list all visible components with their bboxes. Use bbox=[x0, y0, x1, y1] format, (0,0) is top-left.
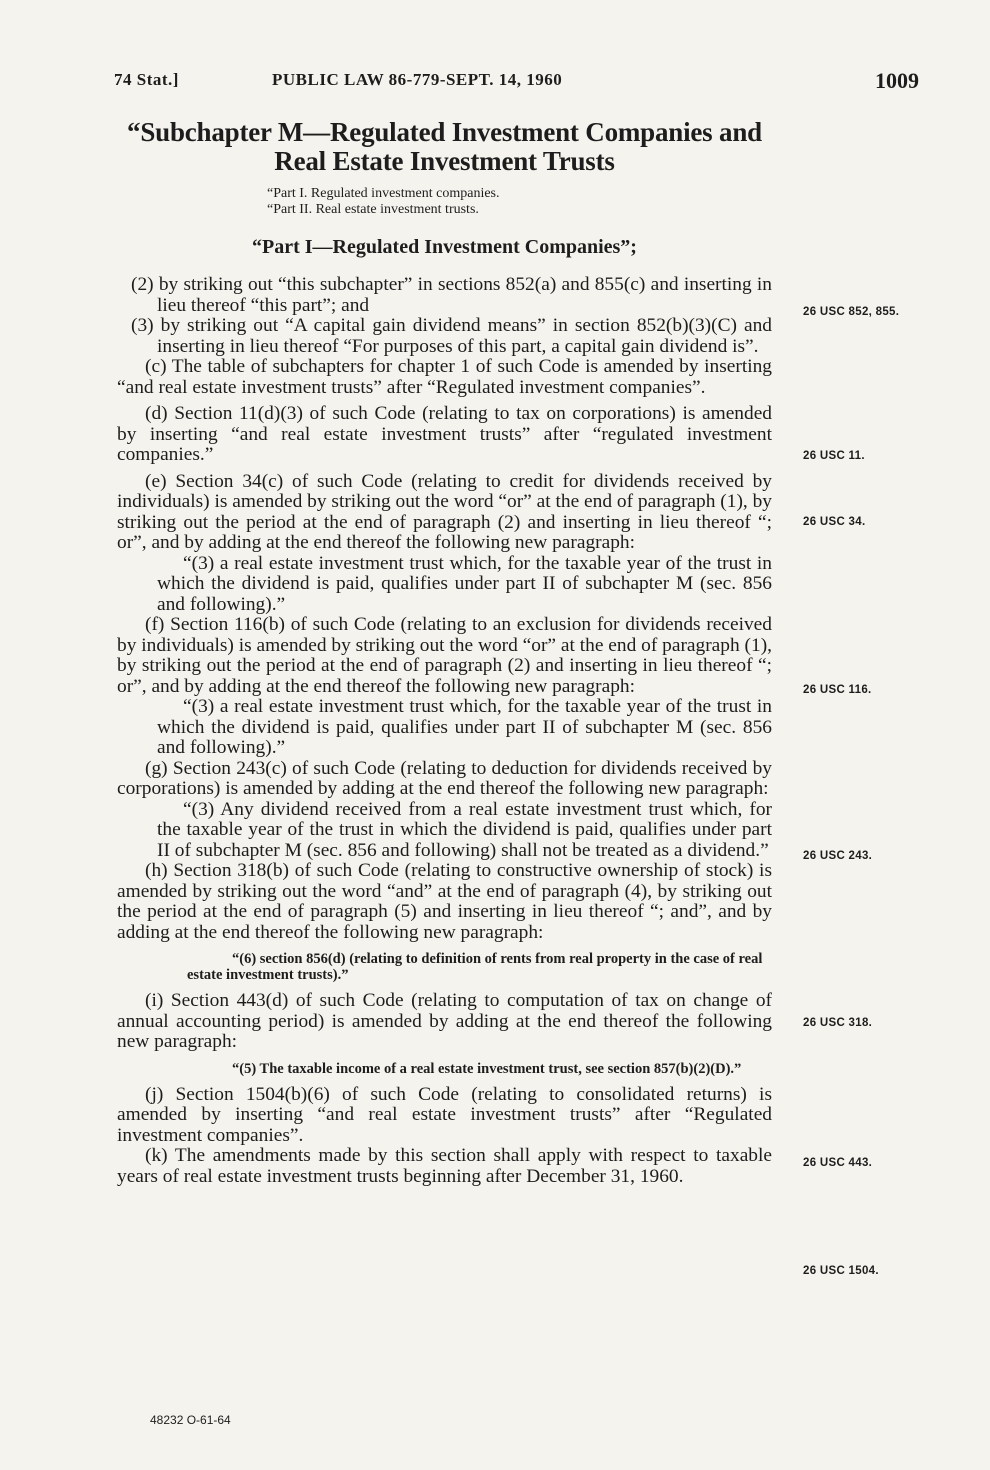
paragraph-2: (2) by striking out “this subchapter” in sections 852(a) and 855(c) and inserting in lieu thereof “this part”; and bbox=[131, 274, 772, 316]
header-citation: 74 Stat.] bbox=[114, 70, 179, 89]
paragraph-h: (h) Section 318(b) of such Code (relating to constructive ownership of stock) is amended by striking out the word “and” at the end of paragraph (4), by striking out the period at the end of paragraph (5) and inserting in lieu thereof “; and”, and by adding at the end thereof the following new paragraph: bbox=[117, 860, 772, 943]
paragraph-3: (3) by striking out “A capital gain dividend means” in section 852(b)(3)(C) and inserting in lieu thereof “For purposes of this part, a capital gain dividend is”. bbox=[131, 315, 772, 357]
running-header bbox=[114, 70, 919, 104]
paragraph-k: (k) The amendments made by this section shall apply with respect to taxable years of real estate investment trusts beginning after December 31, 1960. bbox=[117, 1145, 772, 1187]
toc-entry-part-2: “Part II. Real estate investment trusts. bbox=[267, 202, 479, 217]
paragraph-h-quote: “(6) section 856(d) (relating to definition of rents from real property in the case of real estate investment trusts).” bbox=[187, 951, 763, 983]
toc-entry-part-1: “Part I. Regulated investment companies. bbox=[267, 186, 500, 201]
margin-note-852-855: 26 USC 852, 855. bbox=[803, 306, 900, 318]
margin-note-34: 26 USC 34. bbox=[803, 516, 866, 528]
paragraph-g-quote: “(3) Any dividend received from a real estate investment trust which, for the taxable year of the trust in which the dividend is paid, qualifies under part II of subchapter M (sec. 856 and following) shall not be treated as a dividend.” bbox=[157, 798, 772, 861]
margin-note-443: 26 USC 443. bbox=[803, 1157, 873, 1169]
paragraph-i: (i) Section 443(d) of such Code (relating to computation of tax on change of annual accounting period) is amended by adding at the end thereof the following new paragraph: bbox=[117, 990, 772, 1052]
header-law-title: PUBLIC LAW 86-779-SEPT. 14, 1960 bbox=[272, 70, 563, 89]
margin-note-318: 26 USC 318. bbox=[803, 1017, 873, 1029]
margin-note-243: 26 USC 243. bbox=[803, 850, 873, 862]
paragraph-f: (f) Section 116(b) of such Code (relating to an exclusion for dividends received by individuals) is amended by striking out the word “or” at the end of paragraph (1), by striking out the period at the end of paragraph (2) and inserting in lieu thereof “; or”, and by adding at the end thereof the following new paragraph: bbox=[117, 614, 772, 697]
margin-note-1504: 26 USC 1504. bbox=[803, 1265, 879, 1277]
subchapter-title: “Subchapter M—Regulated Investment Companies and Real Estate Investment Trusts bbox=[127, 117, 762, 176]
main-text-column bbox=[117, 118, 772, 1187]
print-code-footer: 48232 O-61-64 bbox=[150, 1413, 231, 1427]
paragraph-f-quote: “(3) a real estate investment trust which, for the taxable year of the trust in which the dividend is paid, qualifies under part II of subchapter M (sec. 856 and following).” bbox=[157, 696, 772, 758]
paragraph-c: (c) The table of subchapters for chapter 1 of such Code is amended by inserting “and real estate investment trusts” after “Regulated investment companies”. bbox=[117, 356, 772, 398]
paragraph-d: (d) Section 11(d)(3) of such Code (relating to tax on corporations) is amended by inserting “and real estate investment trusts” after “regulated investment companies.” bbox=[117, 403, 772, 465]
paragraph-e-quote: “(3) a real estate investment trust which, for the taxable year of the trust in which the dividend is paid, qualifies under part II of subchapter M (sec. 856 and following).” bbox=[157, 552, 772, 615]
paragraph-e: (e) Section 34(c) of such Code (relating to credit for dividends received by individuals) is amended by striking out the word “or” at the end of paragraph (1), by striking out the period at the end of paragraph (2) and inserting in lieu thereof “; or”, and by adding at the end thereof the following new paragraph: bbox=[117, 470, 772, 553]
paragraph-j: (j) Section 1504(b)(6) of such Code (relating to consolidated returns) is amended by inserting “and real estate investment trusts” after “Regulated investment companies”. bbox=[117, 1083, 772, 1146]
parts-table-of-contents bbox=[267, 186, 772, 218]
margin-note-116: 26 USC 116. bbox=[803, 684, 872, 696]
part-heading: “Part I—Regulated Investment Companies”; bbox=[252, 236, 637, 258]
margin-note-11: 26 USC 11. bbox=[803, 450, 865, 462]
paragraph-i-quote: “(5) The taxable income of a real estate investment trust, see section 857(b)(2)(D).” bbox=[232, 1060, 742, 1077]
page-number: 1009 bbox=[875, 68, 919, 93]
paragraph-g: (g) Section 243(c) of such Code (relating to deduction for dividends received by corporations) is amended by adding at the end thereof the following new paragraph: bbox=[117, 757, 772, 799]
